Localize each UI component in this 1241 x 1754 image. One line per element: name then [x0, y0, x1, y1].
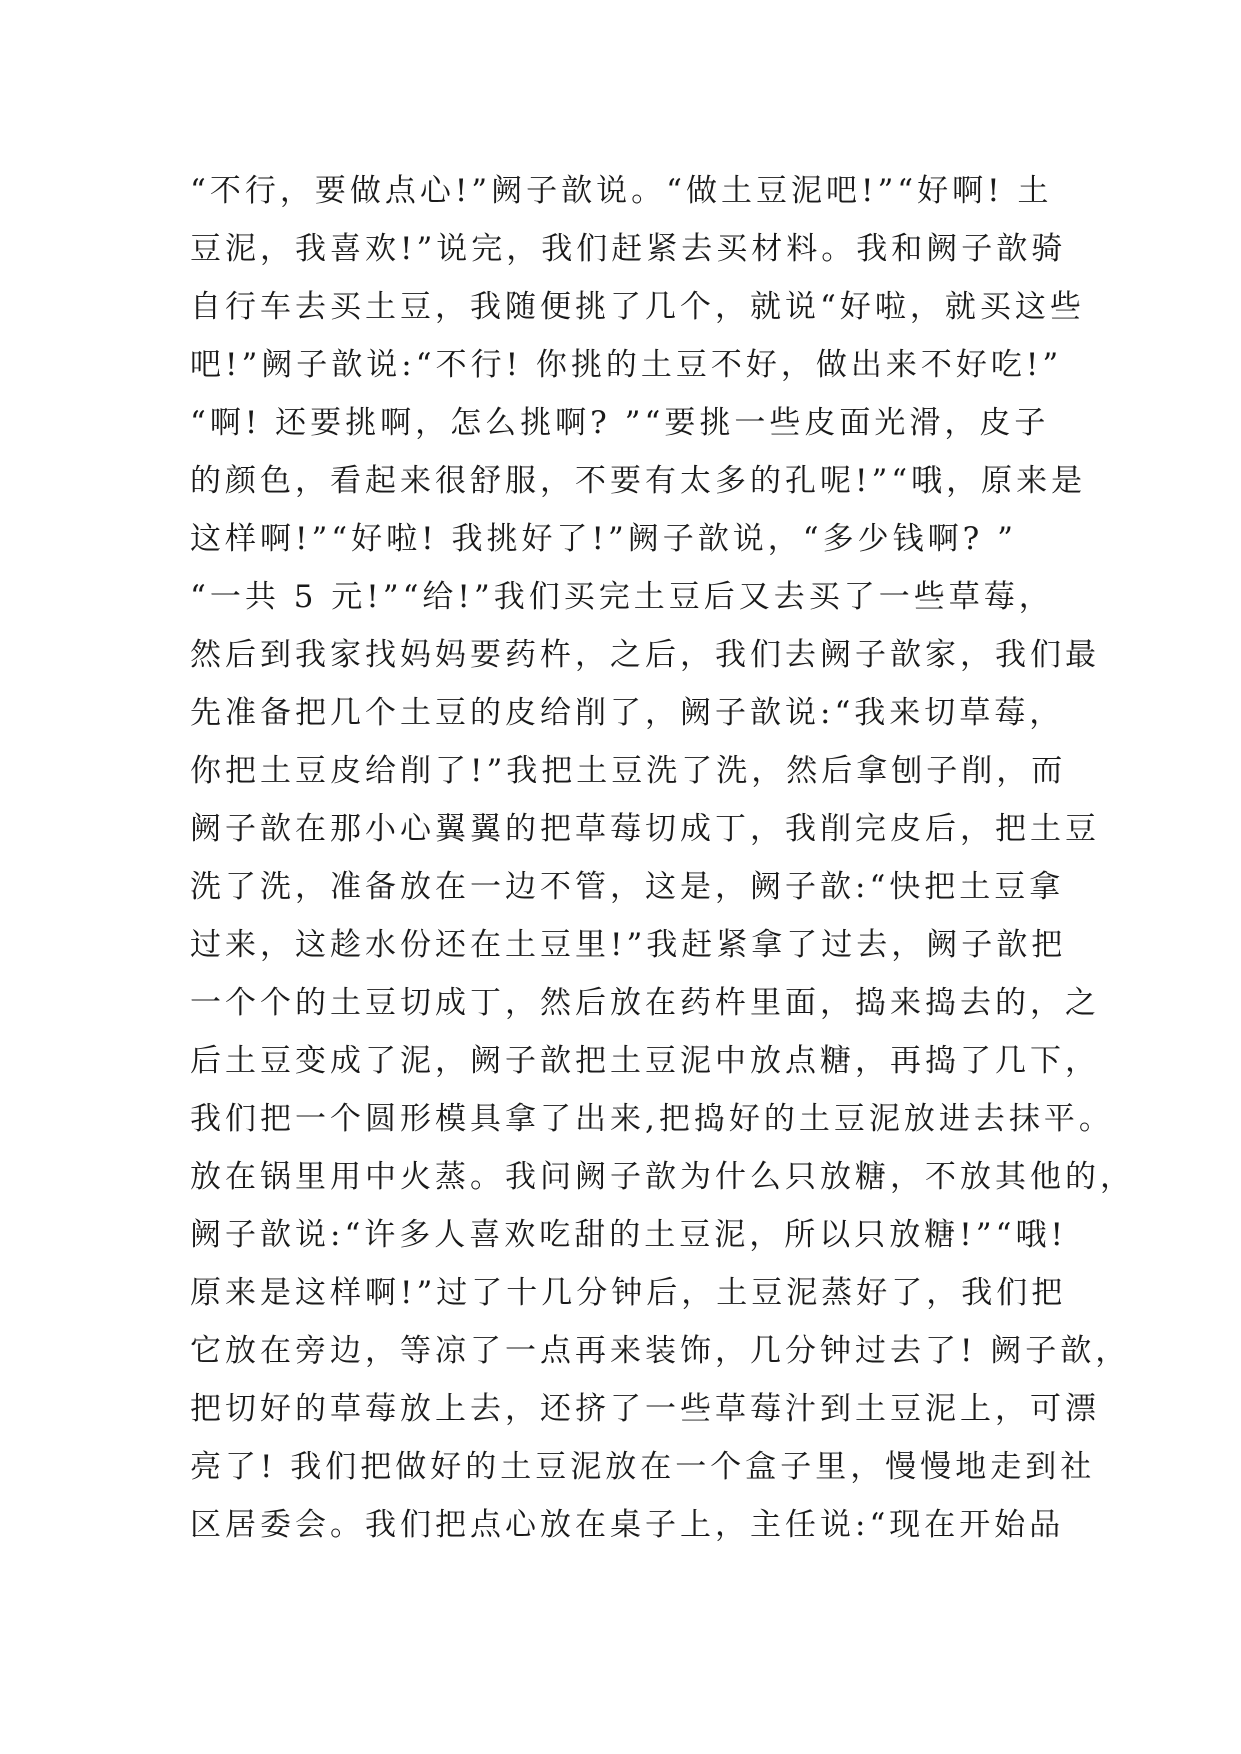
- text-line: 吧!”阙子歆说:“不行! 你挑的土豆不好，做出来不好吃!”: [190, 347, 1063, 383]
- text-line: 原来是这样啊!”过了十几分钟后，土豆泥蒸好了，我们把: [190, 1275, 1067, 1311]
- text-line: 亮了! 我们把做好的土豆泥放在一个盒子里，慢慢地走到社: [190, 1449, 1096, 1485]
- text-line: “一共 5 元!”“给!”我们买完土豆后又去买了一些草莓，: [190, 579, 1054, 615]
- text-line: “不行，要做点心!”阙子歆说。“做土豆泥吧!”“好啊! 土: [190, 173, 1053, 209]
- text-line: 你把土豆皮给削了!”我把土豆洗了洗，然后拿刨子削，而: [190, 753, 1067, 789]
- text-line: 豆泥，我喜欢!”说完，我们赶紧去买材料。我和阙子歆骑: [190, 231, 1067, 267]
- text-line: 这样啊!”“好啦! 我挑好了!”阙子歆说，“多少钱啊? ”: [190, 521, 1017, 557]
- text-line: 阙子歆说:“许多人喜欢吃甜的土豆泥，所以只放糖!”“哦!: [190, 1217, 1067, 1253]
- text-line: 自行车去买土豆，我随便挑了几个，就说“好啦，就买这些: [190, 289, 1085, 325]
- text-line: 然后到我家找妈妈要药杵，之后，我们去阙子歆家，我们最: [190, 637, 1100, 673]
- text-line: 我们把一个圆形模具拿了出来,把捣好的土豆泥放进去抹平。: [190, 1101, 1114, 1137]
- text-line: 放在锅里用中火蒸。我问阙子歆为什么只放糖，不放其他的，: [190, 1159, 1135, 1195]
- text-line: 后土豆变成了泥，阙子歆把土豆泥中放点糖，再捣了几下，: [190, 1043, 1100, 1079]
- text-line: 的颜色，看起来很舒服，不要有太多的孔呢!”“哦，原来是: [190, 463, 1087, 499]
- text-line: 把切好的草莓放上去，还挤了一些草莓汁到土豆泥上，可漂: [190, 1391, 1100, 1427]
- text-line: “啊! 还要挑啊，怎么挑啊? ”“要挑一些皮面光滑，皮子: [190, 405, 1050, 441]
- text-line: 先准备把几个土豆的皮给削了，阙子歆说:“我来切草莓，: [190, 695, 1065, 731]
- body-text: [190, 162, 1135, 1554]
- text-line: 阙子歆在那小心翼翼的把草莓切成丁，我削完皮后，把土豆: [190, 811, 1100, 847]
- text-line: 区居委会。我们把点心放在桌子上，主任说:“现在开始品: [190, 1507, 1065, 1543]
- text-line: 过来，这趁水份还在土豆里!”我赶紧拿了过去，阙子歆把: [190, 927, 1067, 963]
- text-line: 洗了洗，准备放在一边不管，这是，阙子歆:“快把土豆拿: [190, 869, 1065, 905]
- text-line: 它放在旁边，等凉了一点再来装饰，几分钟过去了! 阙子歆，: [190, 1333, 1131, 1369]
- text-line: 一个个的土豆切成丁，然后放在药杵里面，捣来捣去的，之: [190, 985, 1100, 1021]
